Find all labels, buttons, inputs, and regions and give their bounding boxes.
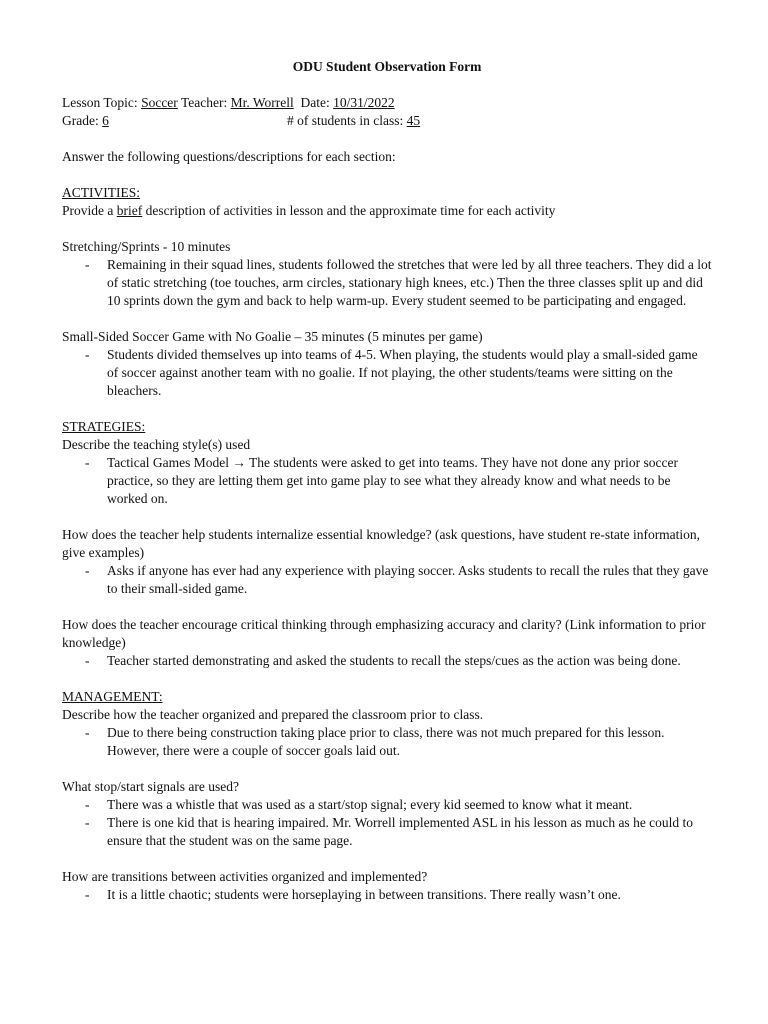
activity-title: Stretching/Sprints - 10 minutes	[62, 239, 231, 254]
bullet-text: Asks if anyone has ever had any experience with playing soccer. Asks students to recall the rules that they gave to their small-sided game.	[107, 563, 709, 596]
bullet-text: Remaining in their squad lines, students followed the stretches that were led by all three teachers. They did a lot of static stretching (toe touches, arm circles, stationary high knees, etc.) Then the three classes split up and did 10 sprints down the gym and back to help warm-up. Every student seemed to be participating and engaged.	[107, 257, 712, 308]
grade-label: Grade:	[62, 113, 99, 128]
list-item	[62, 256, 712, 310]
date-label: Date:	[300, 95, 330, 110]
date-value: 10/31/2022	[333, 95, 395, 110]
list-item	[62, 454, 712, 508]
bullet-text: Tactical Games Model → The students were asked to get into teams. They have not done any prior soccer practice, so they are letting them get into game play to see what they already know and what needs to be worked on.	[107, 455, 679, 506]
bullet-dash: -	[85, 653, 90, 668]
answer-bullets	[62, 454, 712, 508]
activities-prompt-post: description of activities in lesson and the approximate time for each activity	[142, 203, 556, 218]
bullet-dash: -	[85, 887, 90, 902]
list-item	[62, 814, 712, 850]
bullet-text: There was a whistle that was used as a start/stop signal; every kid seemed to know what it meant.	[107, 797, 633, 812]
teacher-value: Mr. Worrell	[230, 95, 294, 110]
activities-section	[62, 184, 712, 400]
bullet-dash: -	[85, 725, 90, 740]
activity-title: Small-Sided Soccer Game with No Goalie – 35 minutes (5 minutes per game)	[62, 329, 483, 344]
students-label: # of students in class:	[287, 113, 404, 128]
list-item	[62, 346, 712, 400]
bullet-dash: -	[85, 797, 90, 812]
lesson-topic-value: Soccer	[141, 95, 178, 110]
list-item	[62, 562, 712, 598]
management-heading: MANAGEMENT:	[62, 689, 163, 704]
activities-prompt-pre: Provide a	[62, 203, 117, 218]
strategies-section	[62, 418, 712, 670]
management-section	[62, 688, 712, 904]
students-value: 45	[406, 113, 421, 128]
answer-bullets	[62, 796, 712, 850]
question-title: Describe the teaching style(s) used	[62, 437, 251, 452]
strategies-heading: STRATEGIES:	[62, 419, 146, 434]
lesson-info-row	[62, 94, 712, 112]
answer-bullets	[62, 724, 712, 760]
activities-prompt-emphasis: brief	[116, 203, 143, 218]
question-title: How are transitions between activities organized and implemented?	[62, 869, 428, 884]
bullet-dash: -	[85, 257, 90, 272]
bullet-text: Teacher started demonstrating and asked the students to recall the steps/cues as the action was being done.	[107, 653, 681, 668]
activities-heading: ACTIVITIES:	[62, 185, 140, 200]
answer-bullets	[62, 886, 712, 904]
answer-bullets	[62, 562, 712, 598]
bullet-dash: -	[85, 455, 90, 470]
bullet-dash: -	[85, 563, 90, 578]
answer-bullets	[62, 652, 712, 670]
question-title: Describe how the teacher organized and prepared the classroom prior to class.	[62, 707, 484, 722]
bullet-dash: -	[85, 347, 90, 362]
list-item	[62, 652, 712, 670]
bullet-text: There is one kid that is hearing impaired. Mr. Worrell implemented ASL in his lesson as much as he could to ensure that the student was on the same page.	[107, 815, 694, 848]
question-title: How does the teacher help students internalize essential knowledge? (ask questions, have student re-state information, give examples)	[62, 527, 701, 560]
bullet-text: Due to there being construction taking place prior to class, there was not much prepared for this lesson. However, there were a couple of soccer goals laid out.	[107, 725, 665, 758]
activities-prompt	[62, 202, 712, 220]
teacher-label: Teacher:	[180, 95, 228, 110]
document-title: ODU Student Observation Form	[292, 59, 482, 74]
grade-row	[62, 112, 712, 130]
list-item	[62, 796, 712, 814]
document-page	[62, 58, 712, 904]
lesson-topic-label: Lesson Topic:	[62, 95, 138, 110]
activity-bullets	[62, 346, 712, 400]
grade-value: 6	[102, 113, 109, 128]
question-title: What stop/start signals are used?	[62, 779, 239, 794]
bullet-text: It is a little chaotic; students were horseplaying in between transitions. There really wasn’t one.	[107, 887, 621, 902]
list-item	[62, 724, 712, 760]
bullet-text: Students divided themselves up into teams of 4-5. When playing, the students would play a small-sided game of soccer against another team with no goalie. If not playing, the other students/teams were sitting on the bleachers.	[107, 347, 698, 398]
activity-bullets	[62, 256, 712, 310]
list-item	[62, 886, 712, 904]
question-title: How does the teacher encourage critical thinking through emphasizing accuracy and clarity? (Link information to prior knowledge)	[62, 617, 706, 650]
bullet-dash: -	[85, 815, 90, 830]
intro-text: Answer the following questions/descriptions for each section:	[62, 149, 396, 164]
